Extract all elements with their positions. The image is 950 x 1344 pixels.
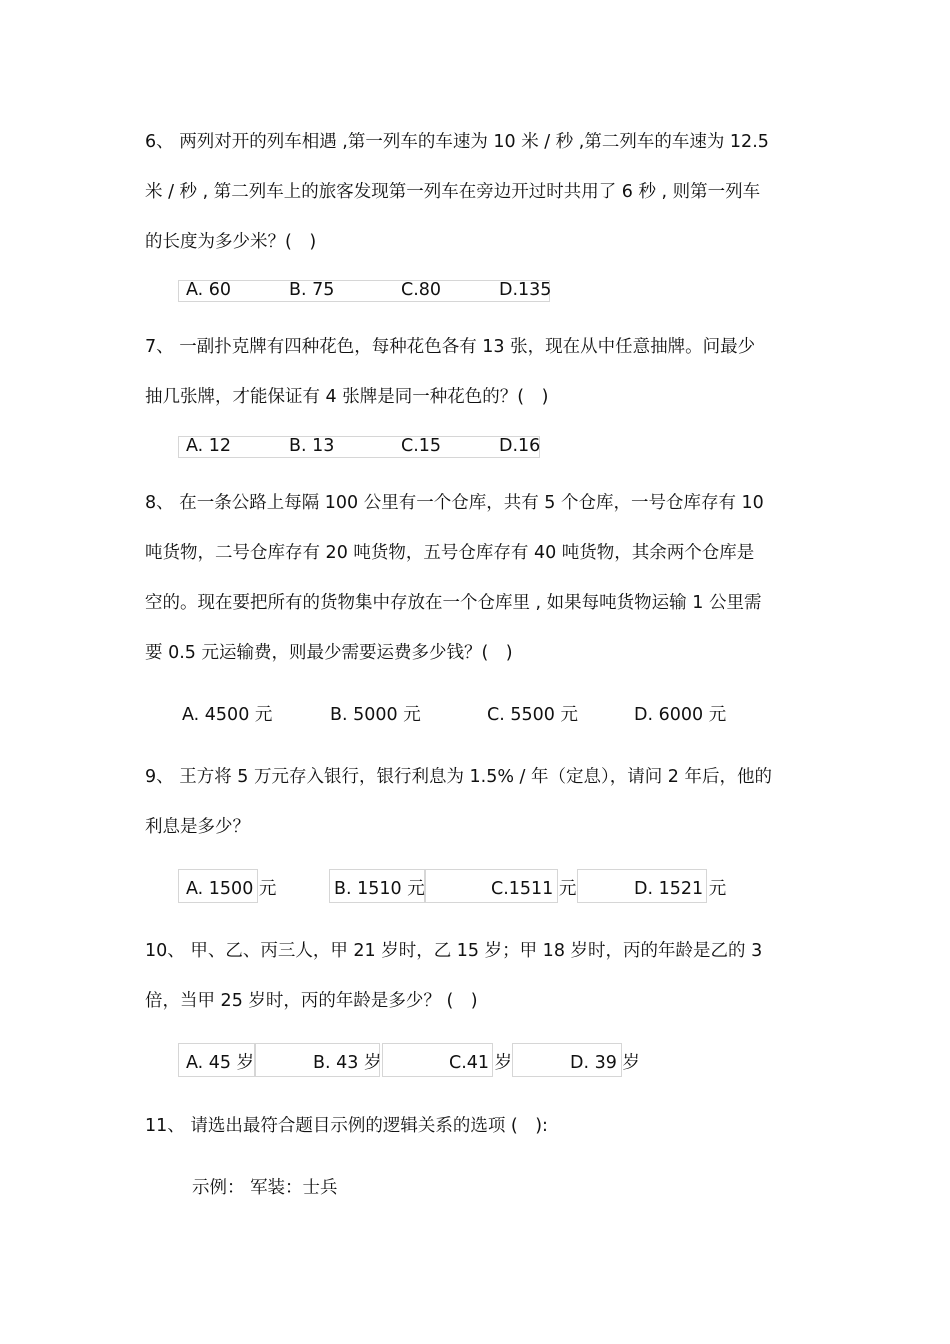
option-d: D.135	[499, 280, 552, 300]
question-7-line-2: 抽几张牌，才能保证有 4 张牌是同一种花色的？( )	[145, 387, 549, 407]
question-6-line-2: 米 / 秒 , 第二列车上的旅客发现第一列车在旁边开过时共用了 6 秒 , 则第一列车	[145, 182, 761, 202]
question-10-line-2: 倍，当甲 25 岁时，丙的年龄是多少？ ( )	[145, 991, 478, 1011]
options-box	[178, 280, 550, 302]
options-box	[178, 436, 540, 458]
question-10-line-1: 10、 甲、乙、丙三人，甲 21 岁时，乙 15 岁；甲 18 岁时，丙的年龄是乙的 3	[145, 941, 763, 961]
option-d: D.16	[499, 436, 541, 456]
option-d: D. 39 岁	[570, 1053, 640, 1073]
question-8-line-1: 8、 在一条公路上每隔 100 公里有一个仓库，共有 5 个仓库，一号仓库存有 10	[145, 493, 764, 513]
question-9-line-2: 利息是多少？	[145, 817, 250, 837]
question-9-line-1: 9、 王方将 5 万元存入银行，银行利息为 1.5% / 年（定息），请问 2 年后，他的	[145, 767, 773, 787]
option-a: A. 60	[186, 280, 232, 300]
option-c: C.41 岁	[449, 1053, 513, 1073]
option-b: B. 13	[289, 436, 335, 456]
option-d: D. 1521 元	[634, 879, 727, 899]
question-6-line-3: 的长度为多少米？( )	[145, 232, 317, 252]
option-a: A. 1500 元	[186, 879, 277, 899]
option-b: B. 75	[289, 280, 335, 300]
question-8-line-3: 空的。现在要把所有的货物集中存放在一个仓库里 , 如果每吨货物运输 1 公里需	[145, 593, 762, 613]
option-a: A. 4500 元	[182, 705, 273, 725]
question-6-line-1: 6、 两列对开的列车相遇 ,第一列车的车速为 10 米 / 秒 ,第二列车的车速为 12.5	[145, 132, 769, 152]
option-a: A. 12	[186, 436, 232, 456]
option-b: B. 1510 元	[334, 879, 425, 899]
question-8-line-2: 吨货物，二号仓库存有 20 吨货物，五号仓库存有 40 吨货物，其余两个仓库是	[145, 543, 755, 563]
option-c: C.15	[401, 436, 442, 456]
option-c: C.80	[401, 280, 442, 300]
example-text: 示例： 军装：士兵	[192, 1178, 338, 1198]
question-7-line-1: 7、 一副扑克牌有四种花色，每种花色各有 13 张，现在从中任意抽牌。问最少	[145, 337, 756, 357]
option-a: A. 45 岁	[186, 1053, 255, 1073]
option-c: C.1511 元	[491, 879, 577, 899]
option-b: B. 43 岁	[313, 1053, 382, 1073]
option-d: D. 6000 元	[634, 705, 727, 725]
option-c: C. 5500 元	[487, 705, 578, 725]
question-8-line-4: 要 0.5 元运输费，则最少需要运费多少钱？( )	[145, 643, 513, 663]
question-11-line-1: 11、 请选出最符合题目示例的逻辑关系的选项 ( ):	[145, 1116, 548, 1136]
option-b: B. 5000 元	[330, 705, 421, 725]
